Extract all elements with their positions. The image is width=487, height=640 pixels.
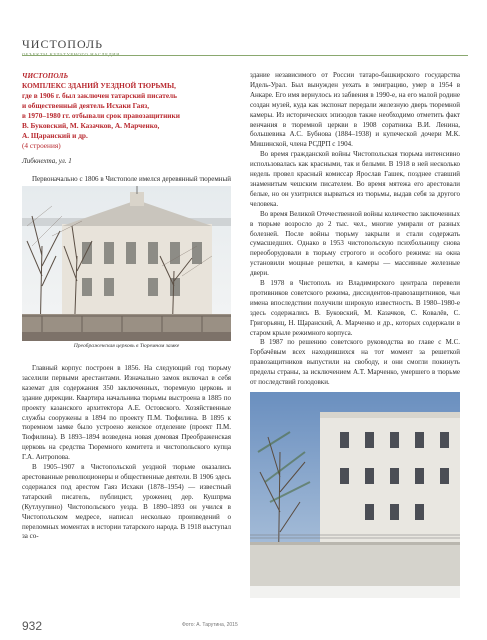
heading-note: (4 строения) [22, 141, 61, 150]
prison-photo-svg [250, 392, 460, 598]
running-header-title: ЧИСТОПОЛЬ [22, 37, 104, 51]
prison-photo [250, 392, 460, 598]
right-column [250, 71, 460, 388]
page-footer [22, 619, 468, 633]
church-photo-svg [22, 186, 231, 341]
section-title: ЧИСТОПОЛЬ [22, 71, 69, 80]
right-paragraph-4: В 1978 в Чистополь из Владимирского централа перевели противников советского режима, диссидентов-правозащитников, чьи имена впоследствии получили широкую известность. В 1980–1980-е здесь содержались В. Буковский, М. Казачков, С. Ковалёв, С. Григорьянц, Н. Щаранский, А. Марченко и др., которых содержали в старом крыле режимного корпуса. [250, 279, 460, 337]
left-paragraph-3: В 1905–1907 в Чистопольской уездной тюрьме оказались арестованные революционеры и общественные деятели. В 1906 здесь содержался под арестом Гаяз Исхаки (1878–1954) — известный татарский писатель, публицист, уроженец дер. Кушпрма (Кутлуупино) Чистопольского уезда. В 1890–1893 он учился в Чистопольском медресе, написал несколько произведений о переломных моментах в истории татарского народа. В 1918 выступал за со- [22, 463, 231, 541]
header-divider [22, 55, 468, 56]
photo-caption: Преображенская церковь в Тюремном замке [73, 343, 180, 349]
heading-line-5: В. Буковский, М. Казачков, А. Марченко, [22, 121, 160, 130]
heading-line-3: и общественный деятель Исхаки Гаяз, [22, 101, 150, 110]
heading-line-1: КОМПЛЕКС ЗДАНИЙ УЕЗДНОЙ ТЮРЬМЫ, [22, 81, 176, 90]
right-paragraph-5: В 1987 по решению советского руководства во главе с М.С. Горбачёвым всех находившихся на тот момент за решеткой правозащитников выпустили на свободу, и они смогли покинуть пределы страны, за исключением А.Т. Марченко, умершего в тюрьме от последствий голодовки. [250, 338, 460, 387]
address: Либкнехта, ул. 1 [22, 157, 72, 165]
heading-line-2: где в 1906 г. был заключен татарский писатель [22, 91, 178, 100]
right-paragraph-2: Во время гражданской войны Чистопольская тюрьма интенсивно использовалась как красными, так и белыми. В 1918 в ней несколько недель провел красный комиссар Ярослав Гашек, позднее ставший знаменитым чешским писателем. Во время мятежа его арестовали белые, но он ухитрился вырваться из тюрьмы, выдав себя за другого человека. [250, 150, 460, 208]
right-paragraph-3: Во время Великой Отечественной войны количество заключенных в тюрьме возросло до 2 тыс. чел., многие умирали от разных болезней. После войны тюрьму закрыли и стали содержать сумасшедших. Однако в 1953 чистопольскую психбольницу снова переоборудовали в тюрьму строгого и особого режима: на окна установили мощные решетки, в камеры — массивные железные двери. [250, 209, 460, 278]
church-photo [22, 186, 231, 341]
photo-credit: Фото: А. Тарутина, 2015 [182, 622, 238, 628]
heading-line-4: в 1970–1980 гг. отбывали срок правозащитники [22, 111, 180, 120]
right-paragraph-1: здание независимого от России татаро-башкирского государства Идель-Урал. Был вынужден уехать в эмиграцию, умер в 1954 в Анкаре. Его имя вернулось из забвения в 1990-е, на его малой родине создан музей, куда как экспонат передали железную дверь тюремной камеры. Из исторических эпизодов также необходимо отметить факт венчания в тюремной церкви в 1908 соратника В.И. Ленина, большевика А.С. Бубнова (1884–1938) и купеческой дочери М.К. Мишинской, члена РСДРП с 1904. [250, 71, 460, 149]
left-column-bottom [22, 364, 231, 542]
page-number: 932 [22, 619, 43, 633]
left-paragraph-1: Первоначально с 1806 в Чистополе имелся деревянный тюремный [32, 174, 231, 183]
left-paragraph-2: Главный корпус построен в 1856. На следующий год тюрьму заселили первыми арестантами. Изначально замок включал в себя каземат для содержания 350 заключенных, тюремную церковь и здание дирекции. Квартира начальника тюрьмы выстроена в 1885 по проекту казанского архитектора А.Е. Остовского. Хозяйственные службы сооружены в 1894 по проекту П.М. Тюфилина. В 1895 к тюремном замке было устроено женское отделение (проект П.М. Тюфилина). В 1893–1894 возведена новая домовая Преображенская церковь на средства Тюремного комитета и чистопольского купца Г.А. Антропова. [22, 364, 231, 462]
heading-line-6: А. Щаранский и др. [22, 131, 88, 140]
